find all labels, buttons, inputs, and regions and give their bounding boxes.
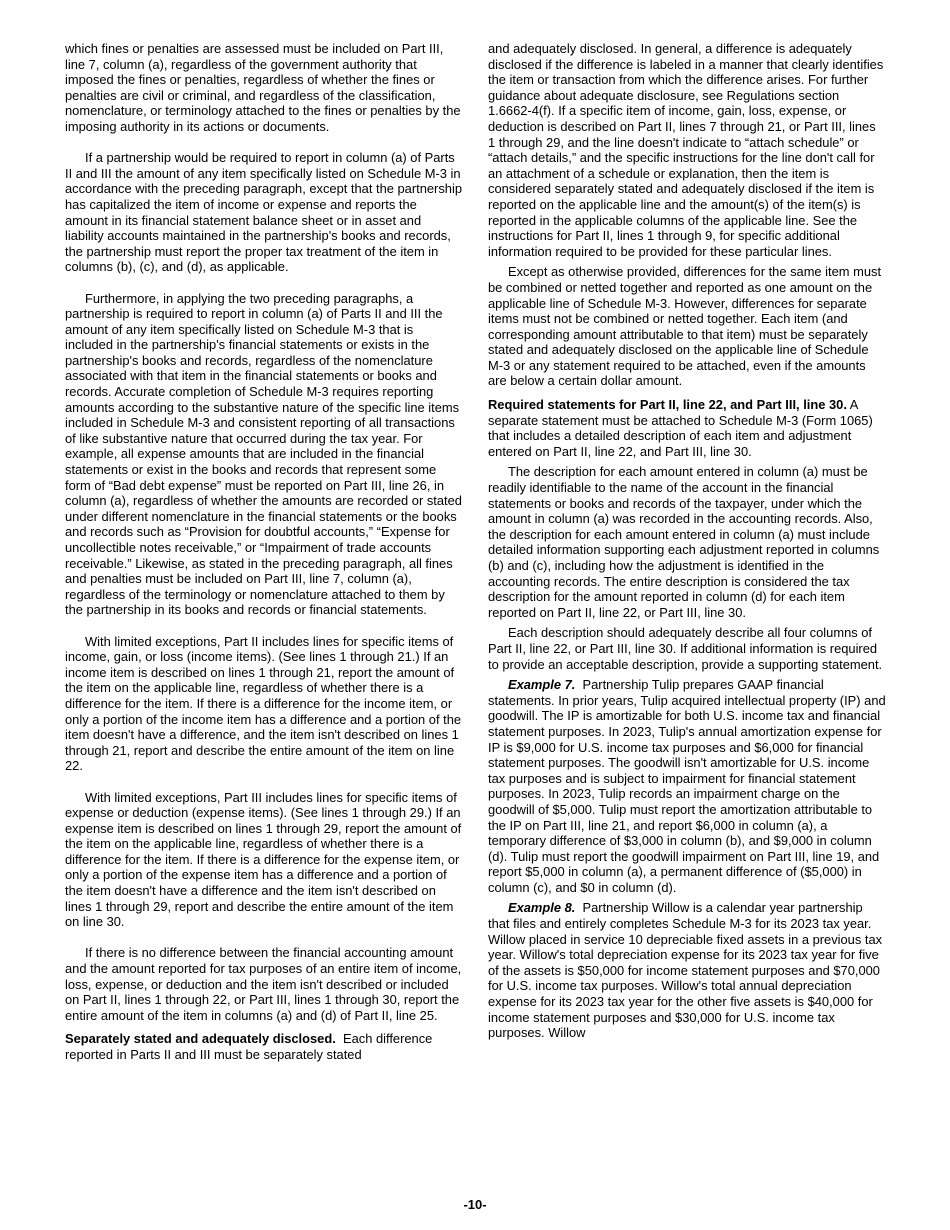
example-label: Example 7.	[508, 677, 576, 693]
example-text: Partnership Willow is a calendar year partnership that files and entirely completes Schedule M-3 for its 2023 tax year. Willow placed in service 10 depreciable fixed assets in a previous tax year. Willow's total depreciation expense for its 2023 tax year for five of the assets is $50,000 for income statement purposes and $70,000 for U.S. income tax purposes. Willow's total annual depreciation expense for its 2023 tax year for the other five assets is $40,000 for income statement purposes and $30,000 for U.S. income tax purposes. Willow	[488, 900, 883, 1041]
paragraph-text: A separate statement must be attached to Schedule M-3 (Form 1065) that includes a detailed description of each item and adjustment entered on Part II, line 22, and Part III, line 30.	[488, 397, 873, 459]
right-column	[488, 41, 886, 1041]
paragraph: If there is no difference between the financial accounting amount and the amount reported for tax purposes of an entire item of income, loss, expense, or deduction and the item isn't described or included on Part II, lines 1 through 22, or Part III, lines 1 through 30, report the entire amount of the item in columns (a) and (d) of Part II, line 25.	[65, 945, 462, 1023]
left-column	[65, 41, 463, 1063]
paragraph: The description for each amount entered in column (a) must be readily identifiable to the name of the account in the financial statements or books and records of the taxpayer, under which the amount in column (a) was recorded in the accounting records. Also, the description for each amount entered in column (a) must include detailed information supporting each adjustment reported in columns (b) and (c), including how the adjustment is identified in the accounting records. The entire description is considered the tax description for the amount reported in column (d) for each item reported on Part II, line 22, or Part III, line 30.	[488, 464, 880, 620]
paragraph: Furthermore, in applying the two preceding paragraphs, a partnership is required to report in column (a) of Parts II and III the amount of any item specifically listed on Schedule M-3 that is included in the partnership's financial statements or exists in the partnership's books and records, regardless of the nomenclature associated with that item in the financial statements or books and records. Accurate completion of Schedule M-3 requires reporting amounts according to the substantive nature of the specific line items included in Schedule M-3 and consistent reporting of all transactions of like substantive nature that occurred during the tax year. For example, all expense amounts that are included in the financial statements or exist in the books and records that represent some form of “Bad debt expense” must be reported on Part III, line 26, in column (a), regardless of whether the amounts are recorded or stated under different nomenclature in the financial statements or the books and records such as “Provision for doubtful accounts,” “Expense for uncollectible notes receivable,” or “Impairment of trade accounts receivable.” Likewise, as stated in the preceding paragraph, all fines and penalties must be included on Part III, line 7, column (a), regardless of the terminology or nomenclature attached to them by the partnership in its books and records or financial statements.	[65, 290, 462, 618]
example-7	[488, 677, 886, 895]
paragraph: Each description should adequately describe all four columns of Part II, line 22, or Part III, line 30. If additional information is required to provide an acceptable description, provide a supporting statement.	[488, 625, 883, 672]
page-number: -10-	[463, 1197, 487, 1212]
paragraph: and adequately disclosed. In general, a difference is adequately disclosed if the difference is labeled in a manner that clearly identifies the item or transaction from which the difference arises. For further guidance about adequate disclosure, see Regulations section 1.6662-4(f). If a specific item of income, gain, loss, expense, or deduction is described on Part II, lines 7 through 21, or Part III, lines 1 through 29, and the line doesn't indicate to “attach schedule” or “attach details,” and the specific instructions for the line don't call for an attachment of a schedule or explanation, then the item is considered separately stated and adequately disclosed if the item is reported on the applicable line and the amount(s) of the item(s) is reported in the applicable columns of the applicable line. See the instructions for Part II, lines 1 through 9, for specific additional information required to be provided for these particular lines.	[488, 41, 884, 259]
paragraph: With limited exceptions, Part II includes lines for specific items of income, gain, or loss (income items). (See lines 1 through 21.) If an income item is described on lines 1 through 21, report the amount of the item on the applicable line, regardless of whether there is a difference for the item. If there is a difference for the income item, or only a portion of the income item has a difference and a portion of the item doesn't have a difference, and the item isn't described on lines 1 through 21, report and describe the entire amount of the item on line 22.	[65, 633, 462, 774]
paragraph-text: Each difference reported in Parts II and III must be separately stated	[65, 1031, 433, 1062]
section-heading: Required statements for Part II, line 22, and Part III, line 30.	[488, 397, 847, 413]
paragraph-required-statements	[488, 397, 886, 459]
paragraph: which fines or penalties are assessed must be included on Part III, line 7, column (a), regardless of the government authority that imposed the fines or penalties, regardless of whether the fines or penalties are civil or criminal, and regardless of the classification, nomenclature, or terminology attached to the fines or penalties by the imposing authority in its actions or documents.	[65, 41, 461, 134]
example-label: Example 8.	[508, 900, 576, 916]
example-text: Partnership Tulip prepares GAAP financial statements. In prior years, Tulip acquired intellectual property (IP) and goodwill. The IP is amortizable for both U.S. income tax and financial statement purposes. In 2023, Tulip's annual amortization expense for IP is $9,000 for U.S. income tax purposes and $6,000 for financial statement purposes. The goodwill isn't amortizable for U.S. income tax purposes and is subject to impairment for financial statement purposes. In 2023, Tulip records an impairment charge on the goodwill of $5,000. Tulip must report the amortization attributable to the IP on Part III, line 21, and report $6,000 in column (a), a temporary difference of $3,000 in column (b), and $9,000 in column (d). Tulip must report the goodwill impairment on Part III, line 19, and report $5,000 in column (a), a permanent difference of ($5,000) in column (c), and $0 in column (d).	[488, 677, 886, 895]
paragraph: Except as otherwise provided, differences for the same item must be combined or netted together and reported as one amount on the applicable line of Schedule M-3. However, differences for separate items must not be combined or netted together. Each item (and corresponding amount attributable to that item) must be separately stated and adequately disclosed on the applicable line of Schedule M-3 or any statement required to be attached, even if the amounts are below a certain dollar amount.	[488, 264, 882, 389]
section-heading: Separately stated and adequately disclosed.	[65, 1031, 336, 1047]
paragraph: With limited exceptions, Part III includes lines for specific items of expense or deduction (expense items). (See lines 1 through 29.) If an expense item is described on lines 1 through 29, report the amount of the item on the applicable line, regardless of whether there is a difference for the item. If there is a difference for the expense item, or only a portion of the expense item has a difference and a portion of the item doesn't have a difference and the item isn't described on lines 1 through 29, report and describe the entire amount of the item on line 30.	[65, 789, 462, 930]
paragraph: If a partnership would be required to report in column (a) of Parts II and III the amount of any item specifically listed on Schedule M-3 in accordance with the preceding paragraph, except that the partnership has capitalized the item of income or expense and reports the amount in its financial statement balance sheet or in asset and liability accounts maintained in the partnership's books and records, the partnership must report the proper tax treatment of the item in columns (b), (c), and (d), as applicable.	[65, 150, 462, 275]
example-8	[488, 900, 886, 1040]
paragraph-separately-stated	[65, 1031, 463, 1062]
